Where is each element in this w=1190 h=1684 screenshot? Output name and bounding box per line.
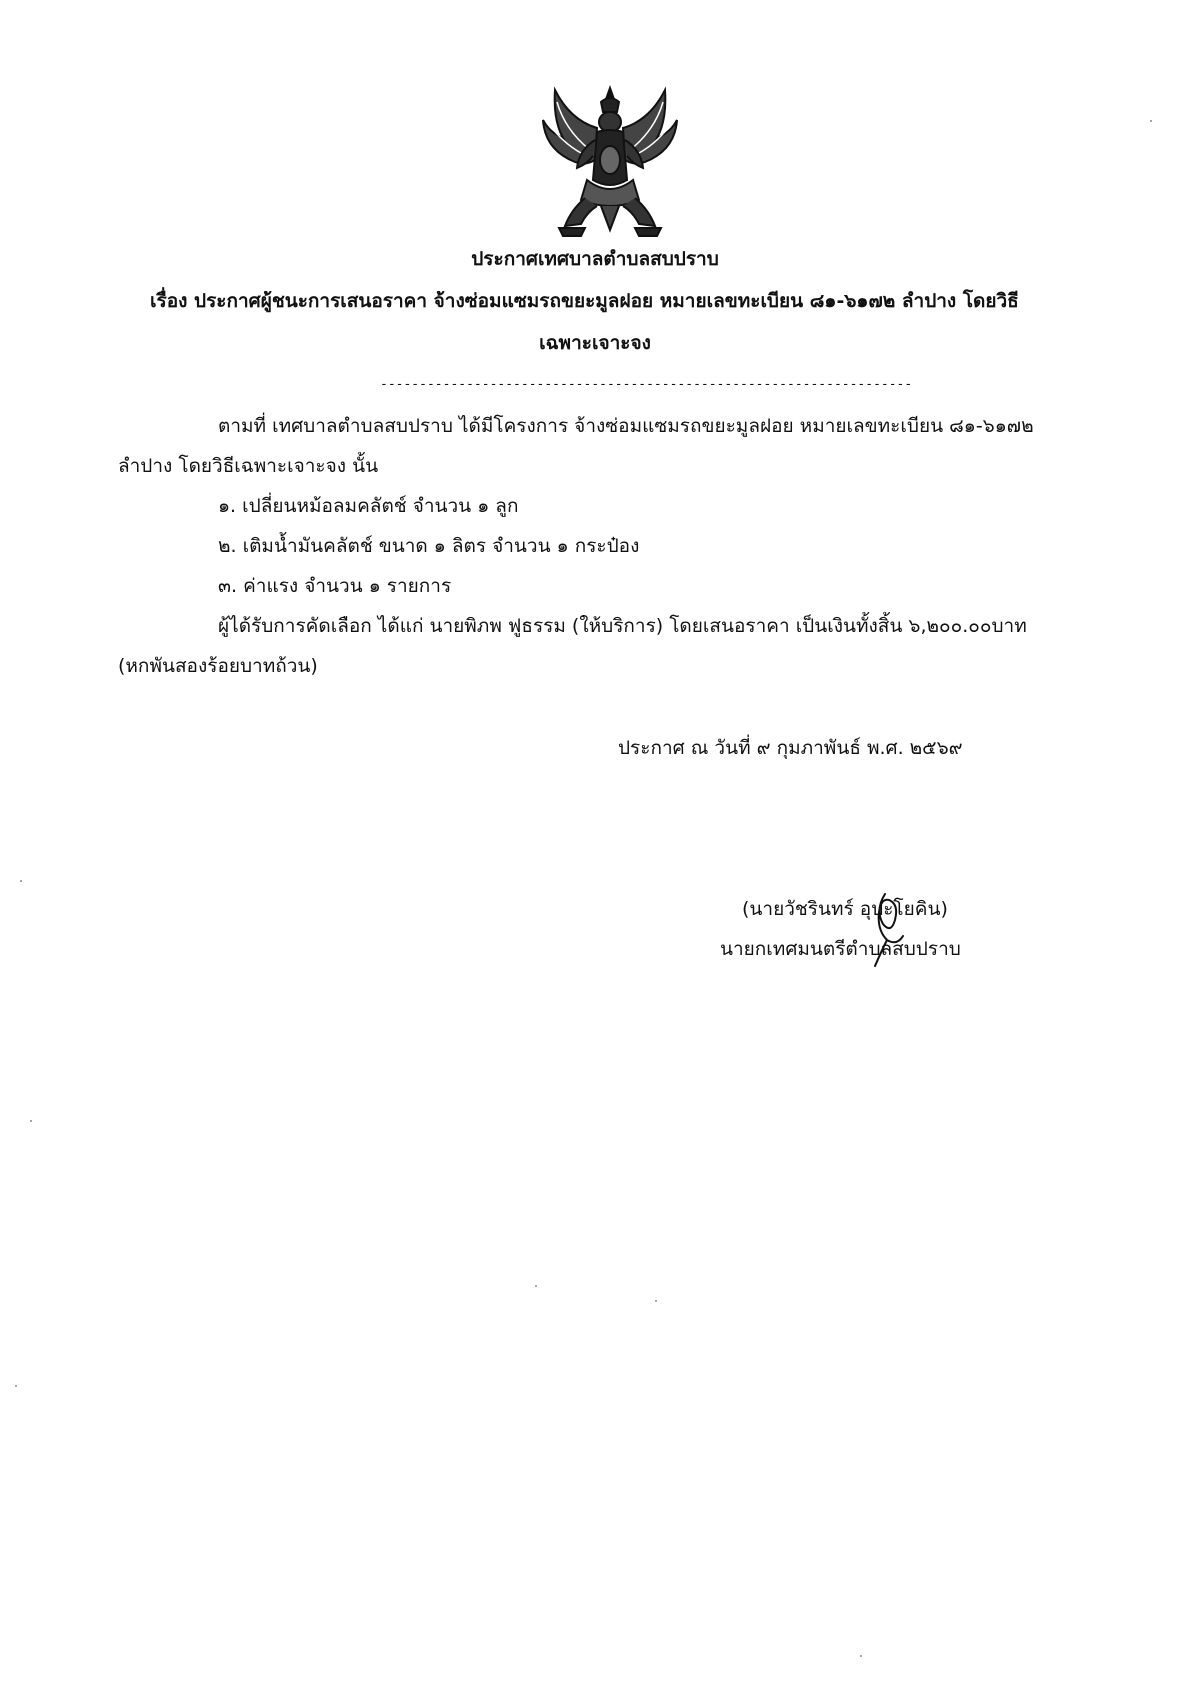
scan-speck <box>20 880 22 882</box>
intro-line-2: ลำปาง โดยวิธีเฉพาะเจาะจง นั้น <box>118 455 379 477</box>
signer-position: นายกเทศมนตรีตำบลสบปราบ <box>720 938 961 960</box>
garuda-emblem-icon <box>535 80 685 240</box>
separator-line: -------------------------------------------------------------------- <box>380 377 913 392</box>
announcement-date: ประกาศ ณ วันที่ ๙ กุมภาพันธ์ พ.ศ. ๒๕๖๙ <box>618 737 963 759</box>
scan-speck <box>30 1120 32 1122</box>
intro-line-1: ตามที่ เทศบาลตำบลสบปราบ ได้มีโครงการ จ้างซ่อมแซมรถขยะมูลฝอย หมายเลขทะเบียน ๘๑-๖๑๗๒ <box>218 415 1034 437</box>
signer-name: (นายวัชรินทร์ อุปะโยคิน) <box>742 898 948 920</box>
scan-speck <box>535 1285 537 1287</box>
subject-line-2: เฉพาะเจาะจง <box>539 332 651 354</box>
winner-line-2: (หกพันสองร้อยบาทถ้วน) <box>118 655 318 677</box>
scan-speck <box>860 1655 862 1657</box>
list-item: ๓. ค่าแรง จำนวน ๑ รายการ <box>218 575 452 597</box>
list-item: ๑. เปลี่ยนหม้อลมคลัตช์ จำนวน ๑ ลูก <box>218 495 519 517</box>
subject-line-1: เรื่อง ประกาศผู้ชนะการเสนอราคา จ้างซ่อมแซมรถขยะมูลฝอย หมายเลขทะเบียน ๘๑-๖๑๗๒ ลำปาง โดยวิธี <box>150 290 1019 312</box>
scan-speck <box>655 1300 657 1302</box>
scan-speck <box>15 1385 17 1387</box>
list-item: ๒. เติมน้ำมันคลัตช์ ขนาด ๑ ลิตร จำนวน ๑ กระป๋อง <box>218 535 640 557</box>
winner-line-1: ผู้ได้รับการคัดเลือก ได้แก่ นายพิภพ ฟูธรรม (ให้บริการ) โดยเสนอราคา เป็นเงินทั้งสิ้น ๖,๒๐๐.๐๐บาท <box>218 615 1027 637</box>
scan-speck <box>1150 120 1152 122</box>
document-title: ประกาศเทศบาลตำบลสบปราบ <box>471 248 719 270</box>
